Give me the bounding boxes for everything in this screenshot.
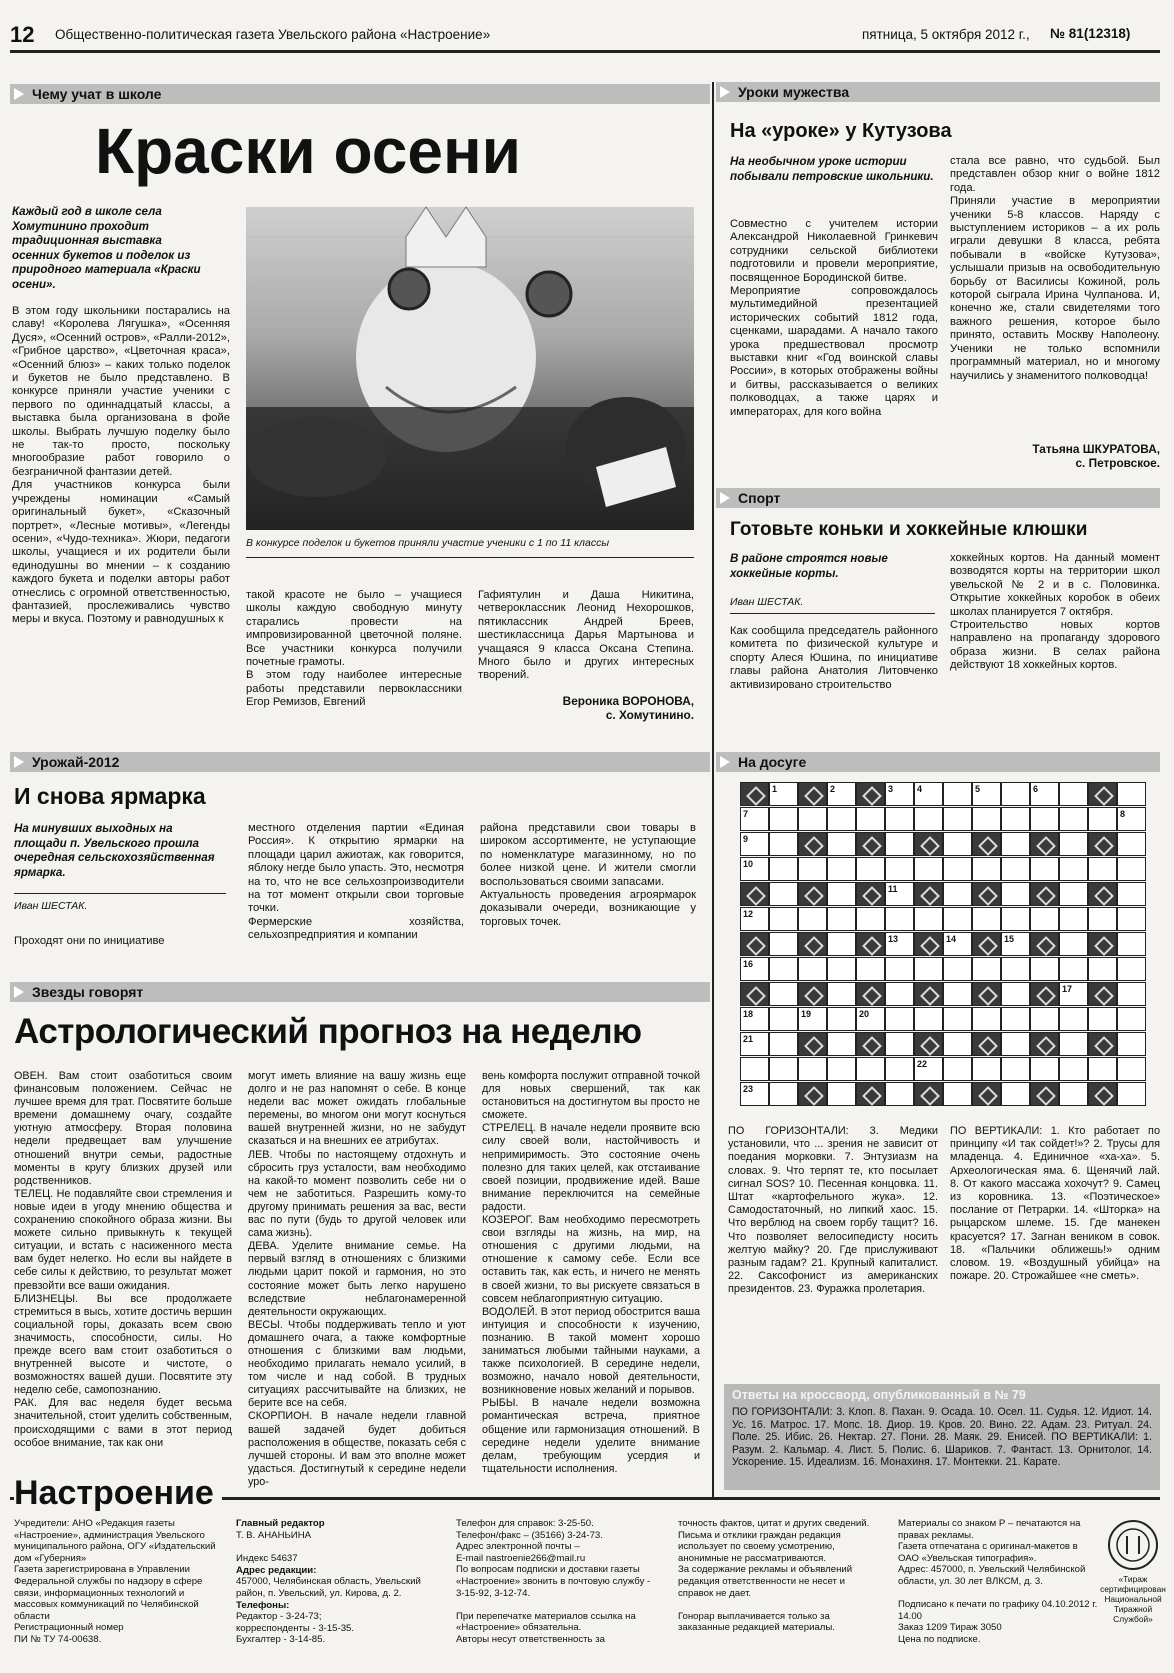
- crossword-cell: [827, 857, 856, 881]
- byline-rule: [730, 613, 935, 614]
- rubric-label: Спорт: [716, 488, 1160, 508]
- crossword-numbered-cell: 19: [798, 1007, 827, 1031]
- crossword-cell: [1117, 1032, 1146, 1056]
- crossword-cell: [769, 907, 798, 931]
- crossword-cell: [943, 1032, 972, 1056]
- crossword-cell: [1001, 882, 1030, 906]
- crossword-cell: [943, 882, 972, 906]
- crossword-cell: [769, 982, 798, 1006]
- crossword-cell: [885, 1007, 914, 1031]
- crossword-black-cell: [914, 1032, 943, 1056]
- address-label: Адрес редакции:: [236, 1564, 317, 1576]
- crossword-black-cell: [856, 832, 885, 856]
- crossword-black-cell: [1030, 1032, 1059, 1056]
- crossword-cell: [1117, 1082, 1146, 1106]
- crossword-cell: [769, 807, 798, 831]
- crossword-black-cell: [798, 882, 827, 906]
- crossword-numbered-cell: 17: [1059, 982, 1088, 1006]
- crossword-cell: [1088, 957, 1117, 981]
- crossword-black-cell: [1030, 932, 1059, 956]
- crossword-black-cell: [914, 882, 943, 906]
- horoscope-col2: могут иметь влияние на вашу жизнь еще долго и не раз напомнят о себе. В конце недели вас может ожидать глобальные перемены, во многом они могут коснуться вашей внутренней жизни, но не забудут сказаться и на внешних ее атрибутах. ЛЕВ. Чтобы по настоящему отдохнуть и сбросить груз усталости, вам необходимо на какой-то момент позволить себе ни о чем не заботиться. Разрешить кому-то другому принимать решения за вас, вести вас по пути (будь то другой человек или сама жизнь). ДЕВА. Уделите внимание семье. На первый взгляд в отношениях с близкими людьми царит покой и гармония, но это состояние может быть легко нарушено вследствие неблагонамеренной деятельности окружающих. ВЕСЫ. Чтобы поддерживать тепло и уют домашнего очага, а также комфортные отношения с близкими вам людьми, необходимо прилагать немало усилий, в том числе и над собой. В трудных ситуациях рассчитывайте на близких, не берите все на себя. СКОРПИОН. В начале недели главной вашей задачей будет добиться расположения в обществе, показать себя с лучшей стороны. И вам это вполне может удасться. Достигнутый к середине недели уро-: [248, 1070, 466, 1488]
- article-lead: В районе строятся новые хоккейные корты.: [730, 552, 888, 580]
- crossword-cell: [856, 907, 885, 931]
- article-author: Вероника ВОРОНОВА, с. Хомутинино.: [562, 694, 694, 722]
- crossword-cell: [740, 1057, 769, 1081]
- crossword-black-cell: [856, 782, 885, 806]
- crossword-numbered-cell: 2: [827, 782, 856, 806]
- crossword-cell: [1059, 857, 1088, 881]
- answers-text: ПО ГОРИЗОНТАЛИ: 3. Клоп. 8. Пахан. 9. Осада. 10. Осел. 11. Судья. 12. Идиот. 14. Ус. 16. Матрос. 17. Мопс. 18. Диор. 19. Кров. 20. Вино. 22. Адам. 23. Ритуал. 24. Поле. 25. Ибис. 26. Нектар. 27. Пони. 28. Маяк. 29. Енисей. ПО ВЕРТИКАЛИ: 1. Разум. 2. Кальмар. 4. Лист. 5. Полис. 6. Шариков. 7. Фантаст. 13. Орнитолог. 14. Ускорение. 15. Идеализм. 16. Монахиня. 17. Монтекки. 21. Карате.: [732, 1406, 1152, 1469]
- crossword-black-cell: [798, 1032, 827, 1056]
- crossword-cell: [972, 957, 1001, 981]
- crossword-cell: [885, 982, 914, 1006]
- crossword-cell: [1059, 807, 1088, 831]
- article-body-col2: местного отделения партии «Единая Россия». К открытию ярмарки на площади царил ажиотаж, как говорится, яблоку негде было упасть. Это, несмотря на то, что не все сельхозпроизводители на тот момент открыли свои торговые точки. Фермерские хозяйства, сельхозпредприятия и компании: [248, 822, 464, 942]
- article-body-col3: района представили свои товары в широком ассортименте, не уступающие по номенклатуре магазинному, но по более низкой цене. И жители смогли воспользоваться своими запасами. Актуальность проведения агроярмарок доказывали очереди, возникающие у торговых точек.: [480, 822, 696, 928]
- crossword-cell: [827, 832, 856, 856]
- crossword-cell: [1030, 857, 1059, 881]
- address: 457000, Челябинская область, Увельский район, п. Увельский, ул. Кирова, д. 2.: [236, 1576, 421, 1599]
- subscription-index: Индекс 54637: [236, 1553, 298, 1565]
- crossword-cell: [1117, 932, 1146, 956]
- answers-box: [724, 1384, 1160, 1490]
- article-body-col2: стала все равно, что судьбой. Был представлен обзор книг о войне 1812 года. Приняли участие в мероприятии ученики 5-8 классов. Наряду с выступлением историков – а их роль играли девушки 8 класса, ребята побывали в «войске Кутузова», услышали призыв на освободительную борьбу от Василисы Кожиной, роль которой сыграла Ирина Чулпанова. И, конечно же, стали свидетелями того важного решения, которое было принято, оставить Москву Наполеону. Ученики не только вспомнили программный материал, но и многому научились у знаменитого полководца!: [950, 155, 1160, 382]
- crossword-black-cell: [1088, 832, 1117, 856]
- crossword-black-cell: [972, 882, 1001, 906]
- editor-name: Т. В. АНАНЬИНА: [236, 1529, 312, 1541]
- article-author: Татьяна ШКУРАТОВА, с. Петровское.: [1032, 442, 1160, 470]
- crossword-cell: [1001, 1057, 1030, 1081]
- crossword-cell: [1117, 1057, 1146, 1081]
- article-body-col1: Проходят они по инициативе: [14, 935, 165, 947]
- crossword-cell: [943, 1082, 972, 1106]
- crossword-cell: [1001, 1007, 1030, 1031]
- crossword-cell: [827, 982, 856, 1006]
- crossword-cell: [1117, 907, 1146, 931]
- crossword-cell: [1088, 1007, 1117, 1031]
- article-body-col2: хоккейных кортов. На данный момент возводятся корты на территории школ увельской № 2 и в с. Половинка. Открытие хоккейных коробок в обеих школах планируется 7 октября. Строительство новых кортов направлено на пропаганду здорового образа жизни. В селах района действуют 18 хоккейных кортов.: [950, 552, 1160, 672]
- crossword-black-cell: [856, 932, 885, 956]
- phones: Редактор - 3-24-73; корреспонденты - 3-15-35. Бухгалтер - 3-14-85.: [236, 1611, 355, 1646]
- crossword-cell: [1030, 1007, 1059, 1031]
- clues-across: ПО ГОРИЗОНТАЛИ: 3. Медики установили, что ... зрения не зависит от поедания морковки. 7. Энтузиазм на словах. 9. Что терпят те, кто посылает сигнал SOS? 10. Песенная концовка. 11. Штат «картофельного жука». 12. Самодостаточный, но липкий хаос. 15. Что верблюд на своем горбу тащит? 16. Что позволяет велосипедисту носить желтую майку? 20. Где прислуживают разным гадам? 21. Крупный капиталист. 22. Саксофонист из американских президентов. 23. Фуражка пролетария.: [728, 1125, 938, 1296]
- crossword-cell: [943, 782, 972, 806]
- crossword-cell: [856, 807, 885, 831]
- crossword-black-cell: [914, 832, 943, 856]
- crossword-numbered-cell: 18: [740, 1007, 769, 1031]
- rubric-label: На досуге: [716, 752, 1160, 772]
- crossword-cell: [769, 957, 798, 981]
- answers-title: Ответы на кроссворд, опубликованный в № 79: [732, 1388, 1026, 1402]
- crossword-cell: [827, 807, 856, 831]
- crossword-numbered-cell: 11: [885, 882, 914, 906]
- crossword-cell: [943, 807, 972, 831]
- crossword-black-cell: [914, 1082, 943, 1106]
- article-body-col1: Совместно с учителем истории Александрой Николаевной Гринкевич сотрудники сельской библиотеки подготовили и провели мероприятие, посвященное Бородинской битве. Мероприятие сопровождалось мультимедийной презентацией исторических событий 1812 года, сценками, шарадами. А начало такого урока предшествовал просмотр выставки книг «Год воинской славы России», в которых отображены войны и битвы, рассказывается о великих полководцах, а также царях и императорах, для кого война: [730, 218, 938, 418]
- crossword-cell: [885, 832, 914, 856]
- crossword-cell: [885, 1057, 914, 1081]
- crossword-black-cell: [1088, 882, 1117, 906]
- crossword-cell: [1001, 982, 1030, 1006]
- crossword-black-cell: [856, 1032, 885, 1056]
- crossword-black-cell: [740, 782, 769, 806]
- lead-rule: [14, 893, 226, 894]
- stamp-icon: [1110, 1522, 1156, 1568]
- crossword-cell: [885, 807, 914, 831]
- crossword-cell: [972, 907, 1001, 931]
- crossword-cell: [943, 857, 972, 881]
- crossword-black-cell: [1088, 1032, 1117, 1056]
- crossword-black-cell: [798, 832, 827, 856]
- crossword-black-cell: [972, 832, 1001, 856]
- crossword-numbered-cell: 10: [740, 857, 769, 881]
- crossword-cell: [1059, 882, 1088, 906]
- crossword-cell: [1001, 1032, 1030, 1056]
- crossword-cell: [943, 1007, 972, 1031]
- footer-print-info: Материалы со знаком Р – печатаются на правах рекламы. Газета отпечатана с оригинал-макетов в ОАО «Увельская типография». Адрес: 457000, п. Увельский Челябинской области, ул. 30 лет ВЛКСМ, д. 3. Подписано к печати по графику 04.10.2012 г. 14.00 Заказ 1209 Тираж 3050 Цена по подписке.: [898, 1518, 1098, 1645]
- footer-editor-block: [236, 1518, 436, 1646]
- crossword-cell: [769, 1007, 798, 1031]
- crossword-cell: [885, 857, 914, 881]
- crossword-black-cell: [740, 932, 769, 956]
- crossword-numbered-cell: 15: [1001, 932, 1030, 956]
- crossword-numbered-cell: 12: [740, 907, 769, 931]
- crossword-black-cell: [972, 1082, 1001, 1106]
- crossword-numbered-cell: 7: [740, 807, 769, 831]
- crossword-cell: [856, 957, 885, 981]
- crossword-cell: [914, 857, 943, 881]
- paper-logo: Настроение: [14, 1474, 222, 1513]
- crossword-cell: [1001, 957, 1030, 981]
- crossword-cell: [1117, 782, 1146, 806]
- crossword-cell: [827, 1082, 856, 1106]
- crossword-cell: [972, 1057, 1001, 1081]
- stamp-caption: «Тираж сертифицирован Национальной Тиражной Службой»: [1100, 1574, 1166, 1624]
- crossword-numbered-cell: 16: [740, 957, 769, 981]
- crossword-cell: [1088, 1057, 1117, 1081]
- column-divider: [712, 82, 714, 752]
- crossword-cell: [1001, 907, 1030, 931]
- crossword-black-cell: [1088, 982, 1117, 1006]
- crossword-cell: [827, 882, 856, 906]
- crossword-cell: [769, 1082, 798, 1106]
- crossword-cell: [1088, 857, 1117, 881]
- article-title: Астрологический прогноз на неделю: [14, 1012, 642, 1051]
- crossword-cell: [1117, 1007, 1146, 1031]
- crossword-cell: [827, 1032, 856, 1056]
- article-lead: Каждый год в школе села Хомутинино проходит традиционная выставка осенних букетов и поделок из природного материала «Краски осени».: [12, 205, 201, 291]
- crossword-cell: [1001, 807, 1030, 831]
- crossword-cell: [885, 907, 914, 931]
- article-title: На «уроке» у Кутузова: [730, 120, 952, 142]
- crossword-cell: [943, 1057, 972, 1081]
- article-lead: На необычном уроке истории побывали петровские школьники.: [730, 155, 934, 183]
- crossword-cell: [856, 1057, 885, 1081]
- crossword-cell: [885, 1082, 914, 1106]
- crossword-black-cell: [798, 982, 827, 1006]
- crossword-cell: [914, 807, 943, 831]
- crossword-cell: [798, 857, 827, 881]
- crossword-numbered-cell: 14: [943, 932, 972, 956]
- crossword-numbered-cell: 23: [740, 1082, 769, 1106]
- paper-title: Общественно-политическая газета Увельского района «Настроение»: [55, 27, 491, 42]
- column-divider: [712, 752, 714, 1497]
- caption-rule: [246, 557, 694, 558]
- crossword-cell: [769, 1032, 798, 1056]
- crossword-black-cell: [972, 982, 1001, 1006]
- article-body-col2: такой красоте не было – учащиеся школы каждую свободную минуту старались провести на импровизированной цветочной поляне. Все участники конкурса получили почетные грамоты. В этом году наиболее интересные работы представили первоклассники Егор Ремизов, Евгений: [246, 589, 462, 709]
- crossword-numbered-cell: 22: [914, 1057, 943, 1081]
- crossword-cell: [1001, 832, 1030, 856]
- footer-policy: точность фактов, цитат и других сведений. Письма и отклики граждан редакция использует по своему усмотрению, анонимные не рассматриваются. За содержание рекламы и объявлений редакция ответственности не несет и справок не дает. Гонорар выплачивается только за заказанные редакцией материалы.: [678, 1518, 870, 1634]
- crossword-cell: [1059, 1057, 1088, 1081]
- crossword-cell: [1030, 807, 1059, 831]
- horoscope-col3: вень комфорта послужит отправной точкой для новых свершений, так как остановиться на достигнутом вы просто не сможете. СТРЕЛЕЦ. В начале недели проявите всю силу своей воли, настойчивость и непримиримость. Это состояние очень полезно для таких целей, как отстаивание своей позиции, продвижение идей. Ваше внимание переключится на семейные радости. КОЗЕРОГ. Вам необходимо пересмотреть свои взгляды на жизнь, на мир, на отношения с другими людьми, на отношение к самому себе. Если все оставить так, как есть, и ничего не менять в своей жизни, то вы рискуете связаться в совсем неблагоприятную ситуацию. ВОДОЛЕЙ. В этот период обострится ваша интуиция и способности к изучению, познанию. В такой момент хорошо заниматься любыми тайными науками, а также психологией. В середине недели, возможно, начало новой деятельности, возникновение новых желаний и порывов. РЫБЫ. В начале недели возможна романтическая встреча, приятное общение или гармонизация отношений. В середине недели уделите внимание делам, требующим усердия и тщательности исполнения.: [482, 1070, 700, 1475]
- crossword-cell: [827, 1007, 856, 1031]
- crossword-cell: [1059, 832, 1088, 856]
- crossword-numbered-cell: 21: [740, 1032, 769, 1056]
- certification-stamp: [1108, 1520, 1158, 1570]
- crossword-cell: [972, 1007, 1001, 1031]
- rubric-label: Уроки мужества: [716, 82, 1160, 102]
- crossword-cell: [885, 1032, 914, 1056]
- crossword-cell: [1059, 1032, 1088, 1056]
- photo-caption: В конкурсе поделок и букетов приняли участие ученики с 1 по 11 классы: [246, 537, 610, 549]
- crossword-black-cell: [740, 882, 769, 906]
- phones-label: Телефоны:: [236, 1599, 290, 1611]
- crossword-cell: [1088, 907, 1117, 931]
- crossword-black-cell: [1088, 782, 1117, 806]
- crossword-numbered-cell: 5: [972, 782, 1001, 806]
- crossword-cell: [1059, 1082, 1088, 1106]
- rubric-label: Урожай-2012: [10, 752, 710, 772]
- crossword-cell: [1030, 907, 1059, 931]
- frog-crafts-photo: [246, 207, 694, 530]
- crossword-black-cell: [1030, 1082, 1059, 1106]
- crossword-black-cell: [1030, 882, 1059, 906]
- crossword-cell: [769, 1057, 798, 1081]
- rubric-label: Чему учат в школе: [10, 84, 710, 104]
- crossword-cell: [943, 832, 972, 856]
- crossword-numbered-cell: 1: [769, 782, 798, 806]
- horoscope-col1: ОВЕН. Вам стоит озаботиться своим финансовым положением. Сейчас не лучшее время для трат. Посвятите больше времени домашнему очагу, создайте уютную атмосферу. Вторая половина недели предвещает вам улучшение отношений внутри семьи, радостные моменты в кругу близких друзей или родственников. ТЕЛЕЦ. Не подавляйте свои стремления и новые идеи в угоду мнению общества и сохранению спокойного образа жизни. Вы можете сильно привыкнуть к текущей ситуации, и встать с насиженного места вам будет нелегко. Но если вы найдете в себе силы к действию, то результат может превзойти все ваши ожидания. БЛИЗНЕЦЫ. Вы все продолжаете стремиться в высь, хотите достичь вершин социальной горы, доказать всем свою значимость, способности, силы. Но прежде всего вам стоит озаботиться о внутренней высоте и чистоте, о возможностях вашей души. Посвятите эту неделю себе, самопознанию. РАК. Для вас неделя будет весьма значительной, стоит уделить собственным, происходящими с вами в этот период особое внимание, так как они: [14, 1070, 232, 1449]
- crossword-cell: [1117, 832, 1146, 856]
- article-photo: [246, 207, 694, 530]
- crossword-cell: [827, 957, 856, 981]
- issue-date: пятница, 5 октября 2012 г.,: [862, 27, 1030, 42]
- crossword-black-cell: [972, 1032, 1001, 1056]
- crossword-cell: [1088, 807, 1117, 831]
- crossword-black-cell: [1088, 932, 1117, 956]
- crossword-cell: [798, 807, 827, 831]
- article-byline: Иван ШЕСТАК.: [730, 596, 804, 608]
- crossword-grid: [740, 782, 1147, 1112]
- crossword-cell: [769, 857, 798, 881]
- crossword-numbered-cell: 9: [740, 832, 769, 856]
- footer-founders: Учредители: АНО «Редакция газеты «Настроение», администрация Увельского муниципального района, ОГУ «Издательский дом «Губерния» Газета зарегистрирована в Управлении Федеральной службы по надзору в сфере связи, информационных технологий и массовых коммуникаций по Челябинской области Регистрационный номер ПИ № ТУ 74-00638.: [14, 1518, 216, 1645]
- crossword-cell: [798, 957, 827, 981]
- crossword-cell: [885, 957, 914, 981]
- crossword-cell: [798, 907, 827, 931]
- crossword-numbered-cell: 13: [885, 932, 914, 956]
- crossword-black-cell: [856, 882, 885, 906]
- crossword-cell: [769, 832, 798, 856]
- crossword-cell: [1117, 857, 1146, 881]
- crossword-cell: [1059, 957, 1088, 981]
- crossword-numbered-cell: 8: [1117, 807, 1146, 831]
- crossword-cell: [827, 907, 856, 931]
- footer-contacts: Телефон для справок: 3-25-50. Телефон/факс – (35166) 3-24-73. Адрес электронной почты – E-mail nastroenie266@mail.ru По вопросам подписки и доставки газеты «Настроение» звонить в почтовую службу - 3-15-92, 3-12-74. При перепечатке материалов ссылка на «Настроение» обязательна. Авторы несут ответственность за: [456, 1518, 651, 1645]
- crossword-black-cell: [798, 932, 827, 956]
- article-byline: Иван ШЕСТАК.: [14, 900, 88, 912]
- crossword-cell: [769, 882, 798, 906]
- crossword-numbered-cell: 3: [885, 782, 914, 806]
- crossword-numbered-cell: 4: [914, 782, 943, 806]
- crossword-cell: [856, 857, 885, 881]
- crossword-black-cell: [798, 782, 827, 806]
- crossword-black-cell: [856, 982, 885, 1006]
- crossword-cell: [1117, 982, 1146, 1006]
- header-rule: [10, 50, 1160, 53]
- crossword-black-cell: [1088, 1082, 1117, 1106]
- crossword-cell: [827, 1057, 856, 1081]
- article-body-col3: Гафиятулин и Даша Никитина, четвероклассник Леонид Нехорошков, пятиклассник Андрей Бреев, шестиклассница Дарья Мартынова и учащаяся 9 класса Оксана Степина. Много было и других интересных творений.: [478, 589, 694, 682]
- article-lead: На минувших выходных на площади п. Увельского прошла очередная сельскохозяйственная ярмарка.: [14, 822, 215, 879]
- page-number: 12: [10, 22, 35, 47]
- crossword-cell: [972, 807, 1001, 831]
- crossword-cell: [1059, 782, 1088, 806]
- clues-down: ПО ВЕРТИКАЛИ: 1. Кто работает по принципу «И так сойдет!»? 2. Трусы для младенца. 4. Единичное «ха-ха». 5. Археологическая яма. 6. Щенячий лай. 8. От какого массажа хохочут? 9. Самец из коровника. 13. «Поэтическое» послание от Петрарки. 14. «Шторка» на рыцарском шлеме. 15. Где манекен красуется? 17. Загнан веником в совок. 18. «Пальчики оближешь!» одним словом. 19. «Воздушный убийца» на пожаре. 20. Строжайшее «не сметь».: [950, 1125, 1160, 1283]
- crossword-cell: [914, 957, 943, 981]
- article-title: Готовьте коньки и хоккейные клюшки: [730, 519, 1088, 540]
- crossword-cell: [1117, 957, 1146, 981]
- crossword-cell: [769, 932, 798, 956]
- crossword-cell: [1030, 957, 1059, 981]
- crossword-numbered-cell: 20: [856, 1007, 885, 1031]
- crossword-black-cell: [972, 932, 1001, 956]
- crossword-cell: [1059, 1007, 1088, 1031]
- rubric-label: Звезды говорят: [10, 982, 710, 1002]
- crossword-cell: [1001, 1082, 1030, 1106]
- crossword-cell: [914, 907, 943, 931]
- crossword-cell: [1001, 857, 1030, 881]
- article-title: И снова ярмарка: [14, 783, 206, 809]
- crossword-black-cell: [740, 982, 769, 1006]
- article-body-col1: Как сообщила председатель районного комитета по физической культуре и спорту Алеся Юшина, по инициативе главы района Анатолия Литовченко активизировано строительство: [730, 625, 938, 691]
- crossword-black-cell: [914, 932, 943, 956]
- crossword-cell: [972, 857, 1001, 881]
- article-body-col1: В этом году школьники постарались на славу! «Королева Лягушка», «Осенняя Дуся», «Осенний остров», «Ралли-2012», «Грибное царство», «Цветочная краса», «Осенний блюз» – каких только поделок и букетов не было представлено. В конкурсе приняли участие ученики с первого по одиннадцатый классы, а выставка была организована в фойе школы. Выбрать лучшую поделку было не так-то просто, поскольку многообразие работ говорило о безграничной фантазии детей. Для участников конкурса были учреждены номинации «Самый оригинальный букет», «Сказочный портрет», «Лесные мотивы», «Легенды осени», «Чудо-техника». Жюри, педагоги школы, учащиеся и их родители были единодушны во мнении – к созданию каждого букета и поделки авторы работ отнеслись с огромной ответственностью, фантазией, прослеживались чувство меры и вкуса. Поэтому и равнодушных к: [12, 305, 230, 626]
- crossword-cell: [1117, 882, 1146, 906]
- crossword-cell: [943, 982, 972, 1006]
- crossword-cell: [1030, 1057, 1059, 1081]
- article-title: Краски осени: [95, 115, 521, 187]
- crossword-cell: [914, 1007, 943, 1031]
- crossword-cell: [827, 932, 856, 956]
- crossword-cell: [943, 907, 972, 931]
- editor-label: Главный редактор: [236, 1518, 325, 1529]
- crossword-black-cell: [914, 982, 943, 1006]
- crossword-cell: [1001, 782, 1030, 806]
- crossword-cell: [1059, 907, 1088, 931]
- crossword-numbered-cell: 6: [1030, 782, 1059, 806]
- crossword-black-cell: [1030, 982, 1059, 1006]
- crossword-black-cell: [798, 1082, 827, 1106]
- crossword-cell: [1059, 932, 1088, 956]
- crossword-black-cell: [856, 1082, 885, 1106]
- crossword-cell: [943, 957, 972, 981]
- crossword-cell: [798, 1057, 827, 1081]
- issue-number: № 81(12318): [1050, 26, 1131, 41]
- crossword-black-cell: [1030, 832, 1059, 856]
